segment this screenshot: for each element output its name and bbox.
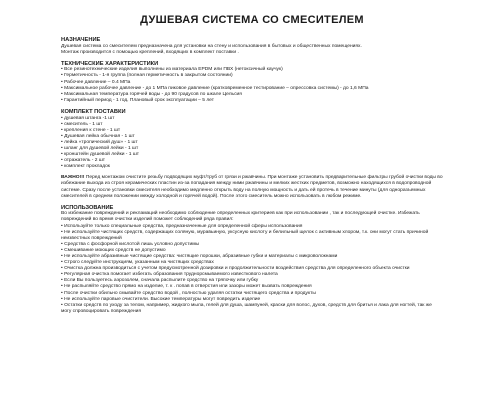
kit-item: • комплект прокладок [61, 164, 443, 170]
purpose-line: Монтаж производится с помощью креплений, входящих в комплект поставки . [61, 49, 239, 55]
usage-section [61, 205, 443, 315]
usage-item: • Строго следуйте инструкциям, указанным на чистящих средствах [61, 260, 443, 266]
kit-heading: КОМПЛЕКТ ПОСТАВКИ [61, 108, 126, 115]
kit-item: • шланг для душевой лейки - 1 шт [61, 146, 443, 152]
spec-item: • Гарантийный период - 1 год. Плановый срок эксплуатации – 5 лет [61, 98, 443, 104]
kit-item: • отражатель - 2 шт [61, 158, 443, 164]
purpose-heading: НАЗНАЧЕНИЕ [61, 37, 101, 43]
kit-item: • лейка «тропический душ» - 1 шт [61, 140, 443, 146]
kit-item: • смеситель - 1 шт [61, 122, 443, 128]
spec-item: • Рабочее давление – 0.4 МПа [61, 80, 443, 86]
purpose-line: Душевая система со смесителем предназначена для установки на стену и использования в бытовых и общественных помещениях. [61, 43, 362, 49]
specs-list [61, 67, 443, 104]
usage-item: • Не используйте абразивные чистящие средства: чистящие порошки, абразивные губки и материалы с микроволокнами [61, 254, 443, 260]
warning-text: Перед монтажом очистите резьбу подводящих муфт/труб от грязи и ржавчины. При монтаже установить предварительные фильтры грубой очистки воды во избежание выхода из строя керамических пластин из-за попадания между ними ржавчины и мелких жестких предметов, возможно находящихся в водопроводной системе. Сразу после установки смесителя необходимо медленно открыть воду на полную мощность и дать ей протечь в течение минуты (для одноразъемных смесителей в среднем положении между холодной и горячей водой). После этого смеситель можно использовать в любом режиме. [61, 175, 443, 199]
usage-item: • Не используйте паровые очистители. Высокие температуры могут повредить изделие [61, 297, 443, 303]
kit-list [61, 116, 443, 171]
spec-item: • Максимальное рабочее давление - до 1 МПа пиковое давление (кратковременное тестирование – опрессовка системы) - до 1,6 МПа [61, 86, 443, 92]
usage-item: • Не распыляйте средство прямо на изделие, т. к . попав в отверстия или зазоры может вызвать повреждения [61, 284, 443, 290]
specs-heading: ТЕХНИЧЕСКИЕ ХАРАКТЕРИСТИКИ [61, 60, 159, 67]
kit-section [61, 109, 443, 170]
usage-intro: Во избежание повреждений и рекламаций необходимо соблюдение определенных критериев как при использовании , так и последующей очистке. Избежать повреждений во время очистки изделий поможет соблюдений ряда правил: [61, 211, 420, 223]
spec-item: • Герметичность - 1-я группа (полная герметичность в закрытом состоянии) [61, 73, 443, 79]
specs-section [61, 61, 443, 104]
kit-item: • кронштейн душевой лейки - 1 шт [61, 152, 443, 158]
spec-item: • Все резинотехнические изделия выполнены из материала EPDM или ПВХ (нетоксичный каучук) [61, 67, 443, 73]
usage-heading: ИСПОЛЬЗОВАНИЕ [61, 204, 114, 211]
usage-item: • Средства с фосфорной кислотой лишь условно допустимы [61, 242, 443, 248]
purpose-section [61, 37, 443, 56]
usage-item: • Очистка должна производиться с учетом предусмотренной дозировки и продолжительности воздействия средства для определенного объекта очистки [61, 266, 443, 272]
kit-item: • душевая штанга -1 шт [61, 116, 443, 122]
page-title: ДУШЕВАЯ СИСТЕМА СО СМЕСИТЕЛЕМ [140, 14, 364, 26]
usage-item: • Остатки средств по уходу за телом, например, жидкого мыла, гелей для душа, шампуней, краски для волос, духов, средств для бритья и лака для ногтей, так же могу спровоцировать повреждения [61, 303, 443, 315]
usage-item: • Не используйте чистящих средств, содержащих соляную, муравьиную, уксусную кислоту и белильный щелок с активным хлором, т.к. они могут стать причиной неизвестных повреждений [61, 230, 443, 242]
kit-item: • крепления к стене - 1 шт [61, 128, 443, 134]
usage-list [61, 224, 443, 315]
usage-item: • После очистки обильно смывайте средство водой , полностью удаляя остатки чистящего средства и продукты [61, 291, 443, 297]
usage-item: • Если Вы пользуетесь аэрозолем, сначала распылите средство на тряпочку или губку [61, 278, 443, 284]
usage-item: • Регулярная очистка помогает избегать образования труднорсмываемого известкового налета [61, 272, 443, 278]
usage-item: • Смешивание моющих средств не допустимо [61, 248, 443, 254]
warning-lead: ВАЖНО!!! [61, 175, 85, 181]
warning-note [61, 175, 443, 199]
usage-item: • Используйте только специальные средства, предназначенные для определенной сферы использования [61, 224, 443, 230]
instruction-sheet [61, 14, 443, 320]
spec-item: • Максимальная температура горячей воды - до 90 градусов по шкале Цельсия [61, 92, 443, 98]
kit-item: • Душевая лейка обычная - 1 шт [61, 134, 443, 140]
